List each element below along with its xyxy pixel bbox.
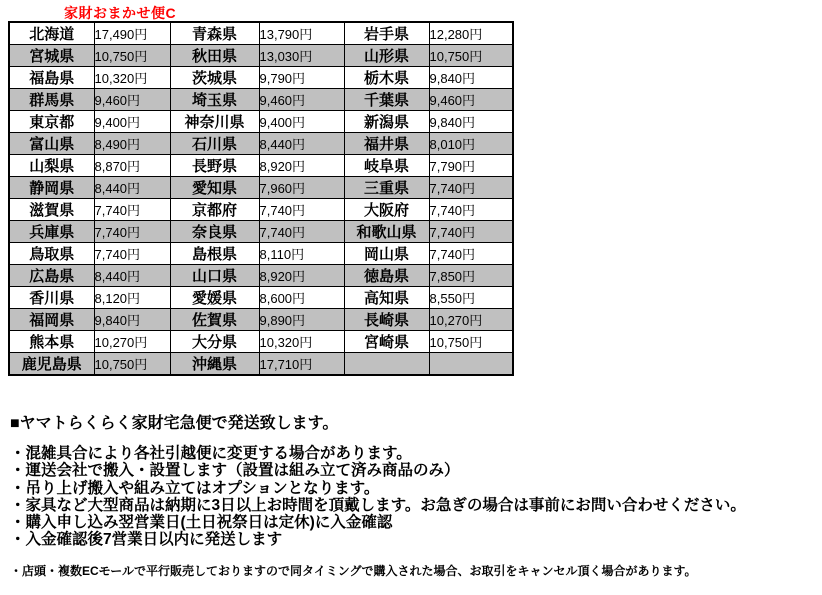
price-cell: 9,460円	[429, 89, 513, 111]
price-cell: 7,960円	[259, 177, 344, 199]
notes-footnote: ・店頭・複数ECモールで平行販売しておりますので同タイミングで購入された場合、お取引をキャンセル頂く場合があります。	[10, 563, 697, 578]
price-cell: 9,460円	[94, 89, 170, 111]
prefecture-cell: 岩手県	[344, 22, 429, 45]
prefecture-cell: 長崎県	[344, 309, 429, 331]
price-cell: 9,890円	[259, 309, 344, 331]
price-cell: 10,750円	[94, 353, 170, 376]
prefecture-cell: 奈良県	[170, 221, 259, 243]
fee-table-row	[9, 67, 513, 89]
prefecture-cell	[344, 353, 429, 376]
fee-table-row	[9, 45, 513, 67]
price-cell: 9,400円	[94, 111, 170, 133]
price-cell: 7,740円	[429, 243, 513, 265]
prefecture-cell: 富山県	[9, 133, 94, 155]
fee-table-row	[9, 309, 513, 331]
price-cell: 17,490円	[94, 22, 170, 45]
prefecture-cell: 新潟県	[344, 111, 429, 133]
price-cell: 10,750円	[429, 331, 513, 353]
fee-table-row	[9, 89, 513, 111]
prefecture-cell: 鳥取県	[9, 243, 94, 265]
prefecture-cell: 栃木県	[344, 67, 429, 89]
price-cell: 8,440円	[94, 177, 170, 199]
shipping-notes	[10, 410, 816, 579]
fee-table-row	[9, 111, 513, 133]
fee-table-body	[9, 22, 513, 375]
prefecture-cell: 兵庫県	[9, 221, 94, 243]
price-cell: 10,750円	[94, 45, 170, 67]
price-cell: 7,740円	[429, 199, 513, 221]
notes-bullet: ・運送会社で搬入・設置します（設置は組み立て済み商品のみ）	[10, 462, 460, 480]
price-cell: 7,740円	[259, 221, 344, 243]
price-cell: 8,120円	[94, 287, 170, 309]
price-cell: 7,740円	[94, 221, 170, 243]
price-cell: 8,440円	[259, 133, 344, 155]
shipping-fee-table	[8, 21, 514, 376]
notes-heading: ■ヤマトらくらく家財宅急便で発送致します。	[10, 415, 339, 432]
price-cell: 8,010円	[429, 133, 513, 155]
price-cell: 13,790円	[259, 22, 344, 45]
prefecture-cell: 福島県	[9, 67, 94, 89]
fee-table-row	[9, 221, 513, 243]
price-cell: 7,850円	[429, 265, 513, 287]
price-cell: 7,740円	[94, 199, 170, 221]
prefecture-cell: 鹿児島県	[9, 353, 94, 376]
notes-bullet-list	[10, 445, 816, 549]
prefecture-cell: 島根県	[170, 243, 259, 265]
prefecture-cell: 福岡県	[9, 309, 94, 331]
prefecture-cell: 岡山県	[344, 243, 429, 265]
prefecture-cell: 岐阜県	[344, 155, 429, 177]
fee-table-row	[9, 287, 513, 309]
price-cell: 8,110円	[259, 243, 344, 265]
prefecture-cell: 千葉県	[344, 89, 429, 111]
prefecture-cell: 高知県	[344, 287, 429, 309]
fee-table-row	[9, 177, 513, 199]
price-cell: 10,320円	[259, 331, 344, 353]
notes-bullet: ・購入申し込み翌営業日(土日祝祭日は定休)に入金確認	[10, 514, 393, 532]
prefecture-cell: 京都府	[170, 199, 259, 221]
prefecture-cell: 香川県	[9, 287, 94, 309]
notes-bullet: ・家具など大型商品は納期に3日以上お時間を頂戴します。お急ぎの場合は事前にお問い合わせください。	[10, 496, 746, 514]
fee-table-row	[9, 133, 513, 155]
prefecture-cell: 滋賀県	[9, 199, 94, 221]
prefecture-cell: 秋田県	[170, 45, 259, 67]
prefecture-cell: 長野県	[170, 155, 259, 177]
price-cell: 7,740円	[429, 221, 513, 243]
fee-table-row	[9, 199, 513, 221]
price-cell: 8,600円	[259, 287, 344, 309]
fee-table-row	[9, 353, 513, 376]
prefecture-cell: 広島県	[9, 265, 94, 287]
prefecture-cell: 群馬県	[9, 89, 94, 111]
prefecture-cell: 徳島県	[344, 265, 429, 287]
price-cell: 9,840円	[429, 67, 513, 89]
price-cell: 7,740円	[429, 177, 513, 199]
prefecture-cell: 大阪府	[344, 199, 429, 221]
prefecture-cell: 北海道	[9, 22, 94, 45]
fee-table-row	[9, 243, 513, 265]
prefecture-cell: 東京都	[9, 111, 94, 133]
price-cell: 9,840円	[94, 309, 170, 331]
price-cell: 8,870円	[94, 155, 170, 177]
price-cell: 8,440円	[94, 265, 170, 287]
fee-table-row	[9, 22, 513, 45]
price-cell: 10,320円	[94, 67, 170, 89]
fee-table-row	[9, 265, 513, 287]
price-cell: 12,280円	[429, 22, 513, 45]
prefecture-cell: 愛知県	[170, 177, 259, 199]
price-cell: 9,790円	[259, 67, 344, 89]
price-cell	[429, 353, 513, 376]
notes-bullet: ・吊り上げ搬入や組み立てはオプションとなります。	[10, 479, 380, 497]
prefecture-cell: 熊本県	[9, 331, 94, 353]
price-cell: 8,490円	[94, 133, 170, 155]
prefecture-cell: 沖縄県	[170, 353, 259, 376]
prefecture-cell: 宮城県	[9, 45, 94, 67]
prefecture-cell: 山梨県	[9, 155, 94, 177]
prefecture-cell: 大分県	[170, 331, 259, 353]
price-cell: 7,740円	[94, 243, 170, 265]
price-cell: 17,710円	[259, 353, 344, 376]
prefecture-cell: 石川県	[170, 133, 259, 155]
notes-bullet: ・混雑具合により各社引越便に変更する場合があります。	[10, 445, 412, 462]
prefecture-cell: 三重県	[344, 177, 429, 199]
price-cell: 8,550円	[429, 287, 513, 309]
price-cell: 10,270円	[94, 331, 170, 353]
price-cell: 7,740円	[259, 199, 344, 221]
prefecture-cell: 山形県	[344, 45, 429, 67]
price-cell: 10,750円	[429, 45, 513, 67]
prefecture-cell: 静岡県	[9, 177, 94, 199]
prefecture-cell: 茨城県	[170, 67, 259, 89]
notes-bullet: ・入金確認後7営業日以内に発送します	[10, 531, 283, 549]
shipping-table-title: 家財おまかせ便C	[64, 5, 177, 21]
fee-table-row	[9, 155, 513, 177]
prefecture-cell: 埼玉県	[170, 89, 259, 111]
fee-table-row	[9, 331, 513, 353]
prefecture-cell: 愛媛県	[170, 287, 259, 309]
price-cell: 13,030円	[259, 45, 344, 67]
price-cell: 8,920円	[259, 155, 344, 177]
price-cell: 9,400円	[259, 111, 344, 133]
prefecture-cell: 山口県	[170, 265, 259, 287]
price-cell: 9,460円	[259, 89, 344, 111]
price-cell: 7,790円	[429, 155, 513, 177]
price-cell: 10,270円	[429, 309, 513, 331]
prefecture-cell: 福井県	[344, 133, 429, 155]
prefecture-cell: 佐賀県	[170, 309, 259, 331]
prefecture-cell: 和歌山県	[344, 221, 429, 243]
prefecture-cell: 神奈川県	[170, 111, 259, 133]
price-cell: 8,920円	[259, 265, 344, 287]
price-cell: 9,840円	[429, 111, 513, 133]
prefecture-cell: 青森県	[170, 22, 259, 45]
prefecture-cell: 宮崎県	[344, 331, 429, 353]
